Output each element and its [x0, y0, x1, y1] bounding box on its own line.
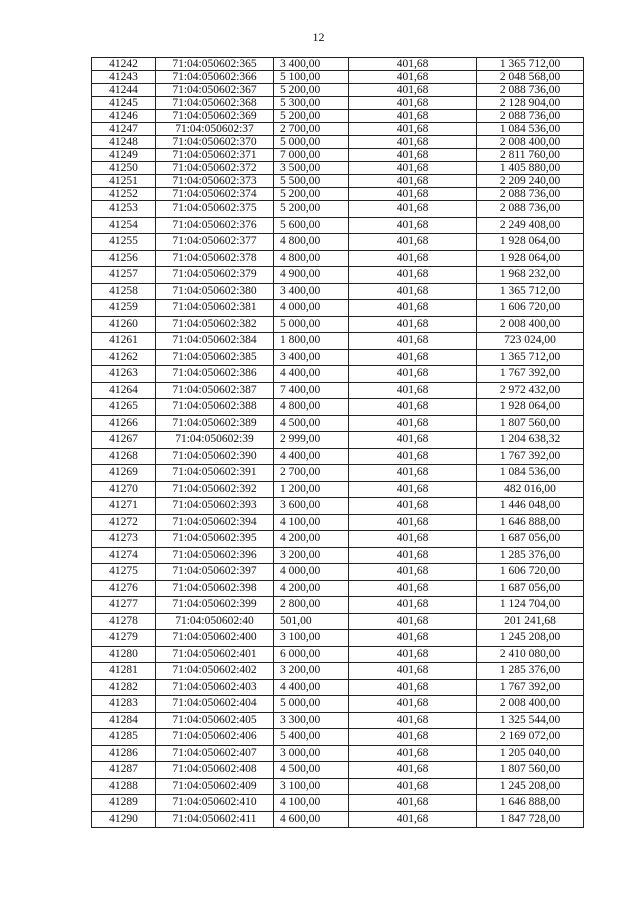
area-cell: 4 000,00: [274, 564, 349, 581]
table-row: [92, 175, 584, 188]
area-cell: 4 900,00: [274, 267, 349, 284]
cadastral-number-cell: 71:04:050602:385: [156, 349, 274, 366]
cadastral-number-cell: 71:04:050602:382: [156, 316, 274, 333]
value-cell: 1 365 712,00: [477, 349, 584, 366]
area-cell: 5 600,00: [274, 217, 349, 234]
row-number-cell: 41252: [92, 188, 156, 201]
cadastral-number-cell: 71:04:050602:39: [156, 432, 274, 449]
cadastral-number-cell: 71:04:050602:404: [156, 696, 274, 713]
area-cell: 3 400,00: [274, 349, 349, 366]
area-cell: 5 500,00: [274, 175, 349, 188]
area-cell: 5 000,00: [274, 316, 349, 333]
cadastral-number-cell: 71:04:050602:397: [156, 564, 274, 581]
area-cell: 1 200,00: [274, 481, 349, 498]
area-cell: 2 800,00: [274, 597, 349, 614]
table-row: [92, 333, 584, 350]
rate-cell: 401,68: [349, 300, 477, 317]
table-row: [92, 201, 584, 218]
rate-cell: 401,68: [349, 729, 477, 746]
value-cell: 2 088 736,00: [477, 201, 584, 218]
area-cell: 5 200,00: [274, 188, 349, 201]
value-cell: 1 446 048,00: [477, 498, 584, 515]
rate-cell: 401,68: [349, 162, 477, 175]
cadastral-number-cell: 71:04:050602:386: [156, 366, 274, 383]
table-row: [92, 349, 584, 366]
area-cell: 3 100,00: [274, 778, 349, 795]
row-number-cell: 41265: [92, 399, 156, 416]
row-number-cell: 41289: [92, 795, 156, 812]
value-cell: 2 249 408,00: [477, 217, 584, 234]
table-row: [92, 613, 584, 630]
value-cell: 1 606 720,00: [477, 564, 584, 581]
area-cell: 5 200,00: [274, 110, 349, 123]
area-cell: 6 000,00: [274, 646, 349, 663]
area-cell: 3 000,00: [274, 745, 349, 762]
row-number-cell: 41282: [92, 679, 156, 696]
value-cell: 1 928 064,00: [477, 399, 584, 416]
table-row: [92, 217, 584, 234]
area-cell: 3 500,00: [274, 162, 349, 175]
table-row: [92, 316, 584, 333]
rate-cell: 401,68: [349, 630, 477, 647]
row-number-cell: 41285: [92, 729, 156, 746]
row-number-cell: 41280: [92, 646, 156, 663]
row-number-cell: 41275: [92, 564, 156, 581]
cadastral-number-cell: 71:04:050602:384: [156, 333, 274, 350]
table-row: [92, 795, 584, 812]
area-cell: 5 000,00: [274, 136, 349, 149]
table-row: [92, 811, 584, 828]
row-number-cell: 41278: [92, 613, 156, 630]
rate-cell: 401,68: [349, 547, 477, 564]
value-cell: 1 807 560,00: [477, 762, 584, 779]
value-cell: 1 365 712,00: [477, 283, 584, 300]
area-cell: 3 100,00: [274, 630, 349, 647]
area-cell: 3 200,00: [274, 547, 349, 564]
area-cell: 5 100,00: [274, 71, 349, 84]
row-number-cell: 41273: [92, 531, 156, 548]
cadastral-number-cell: 71:04:050602:377: [156, 234, 274, 251]
cadastral-number-cell: 71:04:050602:392: [156, 481, 274, 498]
rate-cell: 401,68: [349, 498, 477, 515]
value-cell: 1 325 544,00: [477, 712, 584, 729]
rate-cell: 401,68: [349, 679, 477, 696]
value-cell: 1 928 064,00: [477, 250, 584, 267]
area-cell: 3 600,00: [274, 498, 349, 515]
cadastral-number-cell: 71:04:050602:394: [156, 514, 274, 531]
table-row: [92, 58, 584, 71]
table-row: [92, 646, 584, 663]
value-cell: 1 205 040,00: [477, 745, 584, 762]
table-row: [92, 630, 584, 647]
table-row: [92, 149, 584, 162]
value-cell: 1 124 704,00: [477, 597, 584, 614]
page-number: 12: [312, 30, 325, 44]
value-cell: 482 016,00: [477, 481, 584, 498]
value-cell: 2 008 400,00: [477, 316, 584, 333]
value-cell: 2 008 400,00: [477, 696, 584, 713]
cadastral-number-cell: 71:04:050602:403: [156, 679, 274, 696]
area-cell: 4 200,00: [274, 531, 349, 548]
cadastral-number-cell: 71:04:050602:408: [156, 762, 274, 779]
table-row: [92, 514, 584, 531]
table-row: [92, 110, 584, 123]
cadastral-number-cell: 71:04:050602:372: [156, 162, 274, 175]
table-row: [92, 564, 584, 581]
rate-cell: 401,68: [349, 465, 477, 482]
rate-cell: 401,68: [349, 564, 477, 581]
rate-cell: 401,68: [349, 415, 477, 432]
rate-cell: 401,68: [349, 333, 477, 350]
area-cell: 4 100,00: [274, 514, 349, 531]
area-cell: 4 000,00: [274, 300, 349, 317]
rate-cell: 401,68: [349, 432, 477, 449]
rate-cell: 401,68: [349, 349, 477, 366]
rate-cell: 401,68: [349, 123, 477, 136]
table-row: [92, 481, 584, 498]
rate-cell: 401,68: [349, 778, 477, 795]
cadastral-number-cell: 71:04:050602:368: [156, 97, 274, 110]
area-cell: 4 800,00: [274, 234, 349, 251]
rate-cell: 401,68: [349, 646, 477, 663]
row-number-cell: 41286: [92, 745, 156, 762]
table-row: [92, 679, 584, 696]
rate-cell: 401,68: [349, 514, 477, 531]
cadastral-number-cell: 71:04:050602:396: [156, 547, 274, 564]
row-number-cell: 41274: [92, 547, 156, 564]
row-number-cell: 41249: [92, 149, 156, 162]
value-cell: 2 169 072,00: [477, 729, 584, 746]
value-cell: 1 285 376,00: [477, 547, 584, 564]
row-number-cell: 41262: [92, 349, 156, 366]
row-number-cell: 41258: [92, 283, 156, 300]
cadastral-number-cell: 71:04:050602:371: [156, 149, 274, 162]
value-cell: 1 084 536,00: [477, 465, 584, 482]
rate-cell: 401,68: [349, 613, 477, 630]
rate-cell: 401,68: [349, 745, 477, 762]
value-cell: 201 241,68: [477, 613, 584, 630]
rate-cell: 401,68: [349, 696, 477, 713]
value-cell: 2 972 432,00: [477, 382, 584, 399]
cadastral-number-cell: 71:04:050602:379: [156, 267, 274, 284]
value-cell: 1 687 056,00: [477, 580, 584, 597]
cadastral-number-cell: 71:04:050602:393: [156, 498, 274, 515]
table-row: [92, 283, 584, 300]
value-cell: 1 928 064,00: [477, 234, 584, 251]
value-cell: 1 405 880,00: [477, 162, 584, 175]
area-cell: 4 200,00: [274, 580, 349, 597]
cadastral-number-cell: 71:04:050602:406: [156, 729, 274, 746]
cadastral-number-cell: 71:04:050602:399: [156, 597, 274, 614]
row-number-cell: 41260: [92, 316, 156, 333]
row-number-cell: 41243: [92, 71, 156, 84]
table-row: [92, 580, 584, 597]
row-number-cell: 41264: [92, 382, 156, 399]
table-row: [92, 762, 584, 779]
area-cell: 4 400,00: [274, 679, 349, 696]
value-cell: 2 209 240,00: [477, 175, 584, 188]
value-cell: 1 646 888,00: [477, 795, 584, 812]
table-row: [92, 498, 584, 515]
value-cell: 1 767 392,00: [477, 366, 584, 383]
table-row: [92, 84, 584, 97]
value-cell: 1 204 638,32: [477, 432, 584, 449]
cadastral-number-cell: 71:04:050602:395: [156, 531, 274, 548]
rate-cell: 401,68: [349, 399, 477, 416]
row-number-cell: 41276: [92, 580, 156, 597]
table-row: [92, 531, 584, 548]
row-number-cell: 41251: [92, 175, 156, 188]
cadastral-number-cell: 71:04:050602:40: [156, 613, 274, 630]
cadastral-number-cell: 71:04:050602:398: [156, 580, 274, 597]
row-number-cell: 41256: [92, 250, 156, 267]
table-row: [92, 97, 584, 110]
rate-cell: 401,68: [349, 795, 477, 812]
rate-cell: 401,68: [349, 84, 477, 97]
cadastral-number-cell: 71:04:050602:401: [156, 646, 274, 663]
table-row: [92, 745, 584, 762]
row-number-cell: 41247: [92, 123, 156, 136]
row-number-cell: 41290: [92, 811, 156, 828]
row-number-cell: 41246: [92, 110, 156, 123]
area-cell: 3 200,00: [274, 663, 349, 680]
rate-cell: 401,68: [349, 382, 477, 399]
value-cell: 1 767 392,00: [477, 679, 584, 696]
cadastral-number-cell: 71:04:050602:37: [156, 123, 274, 136]
value-cell: 1 245 208,00: [477, 630, 584, 647]
row-number-cell: 41288: [92, 778, 156, 795]
cadastral-number-cell: 71:04:050602:374: [156, 188, 274, 201]
area-cell: 2 700,00: [274, 123, 349, 136]
rate-cell: 401,68: [349, 110, 477, 123]
table-row: [92, 136, 584, 149]
rate-cell: 401,68: [349, 448, 477, 465]
table-row: [92, 399, 584, 416]
value-cell: 2 088 736,00: [477, 84, 584, 97]
area-cell: 4 400,00: [274, 366, 349, 383]
value-cell: 1 687 056,00: [477, 531, 584, 548]
rate-cell: 401,68: [349, 234, 477, 251]
table-row: [92, 267, 584, 284]
cadastral-number-cell: 71:04:050602:388: [156, 399, 274, 416]
row-number-cell: 41270: [92, 481, 156, 498]
cadastral-number-cell: 71:04:050602:373: [156, 175, 274, 188]
cadastral-number-cell: 71:04:050602:409: [156, 778, 274, 795]
row-number-cell: 41255: [92, 234, 156, 251]
value-cell: 2 410 080,00: [477, 646, 584, 663]
cadastral-number-cell: 71:04:050602:365: [156, 58, 274, 71]
value-cell: 2 811 760,00: [477, 149, 584, 162]
cadastral-number-cell: 71:04:050602:375: [156, 201, 274, 218]
value-cell: 1 285 376,00: [477, 663, 584, 680]
area-cell: 5 300,00: [274, 97, 349, 110]
table-row: [92, 597, 584, 614]
value-cell: 1 084 536,00: [477, 123, 584, 136]
rate-cell: 401,68: [349, 136, 477, 149]
area-cell: 4 600,00: [274, 811, 349, 828]
rate-cell: 401,68: [349, 97, 477, 110]
table-row: [92, 234, 584, 251]
value-cell: 1 646 888,00: [477, 514, 584, 531]
area-cell: 4 500,00: [274, 415, 349, 432]
value-cell: 1 245 208,00: [477, 778, 584, 795]
area-cell: 4 500,00: [274, 762, 349, 779]
row-number-cell: 41253: [92, 201, 156, 218]
table-row: [92, 71, 584, 84]
value-cell: 2 088 736,00: [477, 110, 584, 123]
value-cell: 1 847 728,00: [477, 811, 584, 828]
table-row: [92, 663, 584, 680]
value-cell: 1 807 560,00: [477, 415, 584, 432]
table-row: [92, 300, 584, 317]
cadastral-number-cell: 71:04:050602:410: [156, 795, 274, 812]
rate-cell: 401,68: [349, 188, 477, 201]
cadastral-number-cell: 71:04:050602:390: [156, 448, 274, 465]
rate-cell: 401,68: [349, 531, 477, 548]
cadastral-number-cell: 71:04:050602:389: [156, 415, 274, 432]
area-cell: 3 400,00: [274, 58, 349, 71]
row-number-cell: 41250: [92, 162, 156, 175]
rate-cell: 401,68: [349, 580, 477, 597]
row-number-cell: 41272: [92, 514, 156, 531]
table-row: [92, 465, 584, 482]
table-row: [92, 415, 584, 432]
rate-cell: 401,68: [349, 811, 477, 828]
row-number-cell: 41277: [92, 597, 156, 614]
value-cell: 1 767 392,00: [477, 448, 584, 465]
area-cell: 5 200,00: [274, 84, 349, 97]
area-cell: 4 800,00: [274, 399, 349, 416]
row-number-cell: 41271: [92, 498, 156, 515]
rate-cell: 401,68: [349, 149, 477, 162]
rate-cell: 401,68: [349, 58, 477, 71]
row-number-cell: 41283: [92, 696, 156, 713]
value-cell: 2 128 904,00: [477, 97, 584, 110]
rate-cell: 401,68: [349, 283, 477, 300]
area-cell: 4 100,00: [274, 795, 349, 812]
row-number-cell: 41261: [92, 333, 156, 350]
cadastral-number-cell: 71:04:050602:380: [156, 283, 274, 300]
rate-cell: 401,68: [349, 712, 477, 729]
table-row: [92, 778, 584, 795]
row-number-cell: 41248: [92, 136, 156, 149]
cadastral-number-cell: 71:04:050602:400: [156, 630, 274, 647]
area-cell: 5 200,00: [274, 201, 349, 218]
rate-cell: 401,68: [349, 201, 477, 218]
value-cell: 2 008 400,00: [477, 136, 584, 149]
area-cell: 5 400,00: [274, 729, 349, 746]
row-number-cell: 41281: [92, 663, 156, 680]
value-cell: 1 365 712,00: [477, 58, 584, 71]
row-number-cell: 41257: [92, 267, 156, 284]
row-number-cell: 41259: [92, 300, 156, 317]
table-row: [92, 162, 584, 175]
area-cell: 2 999,00: [274, 432, 349, 449]
row-number-cell: 41263: [92, 366, 156, 383]
table-row: [92, 250, 584, 267]
value-cell: 2 048 568,00: [477, 71, 584, 84]
area-cell: 1 800,00: [274, 333, 349, 350]
table-row: [92, 448, 584, 465]
table-row: [92, 712, 584, 729]
value-cell: 1 606 720,00: [477, 300, 584, 317]
area-cell: 7 000,00: [274, 149, 349, 162]
table-row: [92, 188, 584, 201]
row-number-cell: 41279: [92, 630, 156, 647]
row-number-cell: 41244: [92, 84, 156, 97]
rate-cell: 401,68: [349, 663, 477, 680]
table-row: [92, 547, 584, 564]
rate-cell: 401,68: [349, 267, 477, 284]
area-cell: 3 400,00: [274, 283, 349, 300]
rate-cell: 401,68: [349, 316, 477, 333]
rate-cell: 401,68: [349, 366, 477, 383]
table-row: [92, 123, 584, 136]
table-row: [92, 432, 584, 449]
cadastral-number-cell: 71:04:050602:381: [156, 300, 274, 317]
area-cell: 3 300,00: [274, 712, 349, 729]
table-row: [92, 696, 584, 713]
rate-cell: 401,68: [349, 175, 477, 188]
value-cell: 1 968 232,00: [477, 267, 584, 284]
cadastral-number-cell: 71:04:050602:391: [156, 465, 274, 482]
row-number-cell: 41269: [92, 465, 156, 482]
cadastral-number-cell: 71:04:050602:376: [156, 217, 274, 234]
table-row: [92, 729, 584, 746]
row-number-cell: 41245: [92, 97, 156, 110]
rate-cell: 401,68: [349, 481, 477, 498]
rate-cell: 401,68: [349, 762, 477, 779]
area-cell: 501,00: [274, 613, 349, 630]
cadastral-number-cell: 71:04:050602:366: [156, 71, 274, 84]
cadastral-number-cell: 71:04:050602:367: [156, 84, 274, 97]
cadastral-number-cell: 71:04:050602:370: [156, 136, 274, 149]
rate-cell: 401,68: [349, 71, 477, 84]
row-number-cell: 41266: [92, 415, 156, 432]
table-row: [92, 366, 584, 383]
row-number-cell: 41268: [92, 448, 156, 465]
row-number-cell: 41267: [92, 432, 156, 449]
cadastral-number-cell: 71:04:050602:407: [156, 745, 274, 762]
row-number-cell: 41242: [92, 58, 156, 71]
cadastral-number-cell: 71:04:050602:369: [156, 110, 274, 123]
row-number-cell: 41287: [92, 762, 156, 779]
row-number-cell: 41284: [92, 712, 156, 729]
area-cell: 4 800,00: [274, 250, 349, 267]
cadastral-number-cell: 71:04:050602:411: [156, 811, 274, 828]
table-row: [92, 382, 584, 399]
area-cell: 4 400,00: [274, 448, 349, 465]
row-number-cell: 41254: [92, 217, 156, 234]
value-cell: 723 024,00: [477, 333, 584, 350]
area-cell: 2 700,00: [274, 465, 349, 482]
value-cell: 2 088 736,00: [477, 188, 584, 201]
area-cell: 7 400,00: [274, 382, 349, 399]
cadastral-number-cell: 71:04:050602:378: [156, 250, 274, 267]
rate-cell: 401,68: [349, 597, 477, 614]
rate-cell: 401,68: [349, 250, 477, 267]
area-cell: 5 000,00: [274, 696, 349, 713]
cadastral-number-cell: 71:04:050602:387: [156, 382, 274, 399]
cadastral-number-cell: 71:04:050602:402: [156, 663, 274, 680]
rate-cell: 401,68: [349, 217, 477, 234]
cadastral-number-cell: 71:04:050602:405: [156, 712, 274, 729]
land-plots-table: [91, 57, 584, 828]
